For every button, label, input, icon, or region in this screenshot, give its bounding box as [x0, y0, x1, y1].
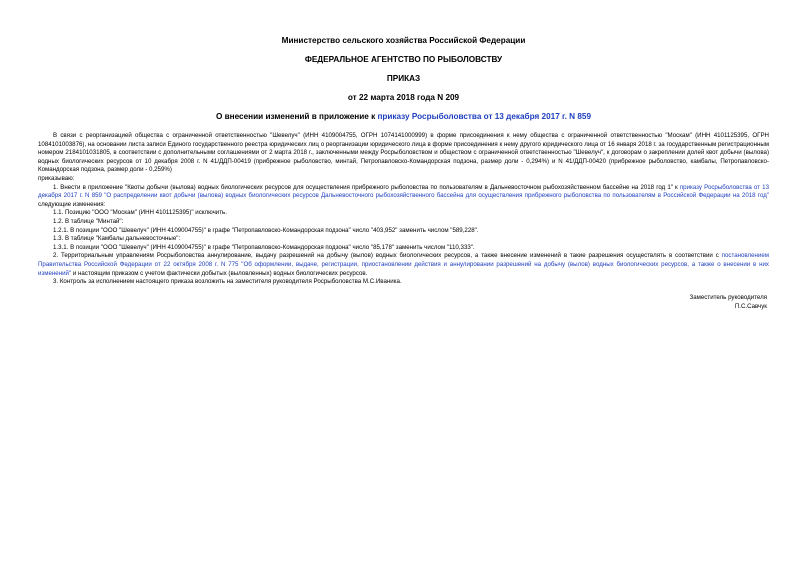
- item-1-3-1: 1.3.1. В позиции "ООО "Шевелуч" (ИНН 4109004755)" в графе "Петропавловско-Командорская подзона" число "85,178" заменить числом "110,333".: [53, 243, 475, 251]
- item-2-end: и настоящим приказом с учетом фактически добытых (выловленных) водных биологических ресурсов.: [71, 269, 368, 277]
- item-1-end: следующие изменения:: [38, 200, 106, 208]
- signature-name: П.С.Савчук: [734, 302, 767, 310]
- item-1-1: 1.1. Позицию "ООО "Москам" (ИНН 4101125395)" исключить.: [53, 209, 227, 217]
- order-word: приказываю:: [38, 174, 75, 182]
- agency-name: ФЕДЕРАЛЬНОЕ АГЕНТСТВО ПО РЫБОЛОВСТВУ: [304, 55, 503, 64]
- preamble-paragraph: В связи с реорганизацией общества с ограниченной ответственностью "Шевелуч" (ИНН 4109004755, ОГРН 1074141000999) в форме присоединения к нему общества с ограниченной ответственностью "Москам" (ИНН 4101125395, ОГРН 1084101003876), на основании листа записи Единого государственного реестра юридических лиц о реорганизации юридического лица в форме присоединения к нему другого юридического лица от 16 января 2018 г. за государственным регистрационным номером 2184101031805, в соответствии с дополнительными соглашениями от 2 марта 2018 г., заключенными между Росрыболовством и обществом с ограниченной ответственностью "Шевелуч", к договорам о закреплении долей квот добычи (вылова) водных биологических ресурсов от 10 декабря 2008 г. N 41/ДДП-00419 (прибрежное рыболовство, минтай, Петропавловско-Командорская подзона, размер доли - 0,294%) и N 41/ДДП-00420 (прибрежное рыболовство, камбалы, Петропавловско-Командорская подзона, размер доли - 0,259%): [38, 132, 769, 174]
- document-title: [38, 112, 769, 122]
- item-1-2: 1.2. В таблице "Минтай":: [53, 217, 124, 225]
- item-1-paragraph: [38, 184, 769, 210]
- title-link[interactable]: приказу Росрыболовства от 13 декабря 2017 г. N 859: [377, 112, 592, 121]
- document-date-number: от 22 марта 2018 года N 209: [347, 93, 460, 102]
- item-1-3: 1.3. В таблице "Камбалы дальневосточные":: [53, 235, 181, 243]
- document-type: ПРИКАЗ: [386, 74, 421, 83]
- signature-position: Заместитель руководителя: [689, 293, 767, 301]
- item-1-link-order[interactable]: приказу Росрыболовства от 13 декабря 2017 г. N 859: [38, 183, 769, 200]
- document-body: [38, 132, 769, 287]
- item-1-start: 1. Внести в приложение "Квоты добычи (вылова) водных биологических ресурсов для осуществления прибрежного рыболовства по пользователям в Дальневосточном рыбохозяйственном бассейне на 2018 год 1" к: [53, 183, 680, 191]
- item-2-start: 2. Территориальным управлениям Росрыболовства аннулирование, выдачу разрешений на добычу (вылов) водных биологических ресурсов, а также внесение изменений в такие разрешения осуществлять в соответствии с: [53, 252, 722, 260]
- signature-block: [38, 293, 769, 311]
- item-1-link-title[interactable]: "О распределении квот добычи (вылова) водных биологических ресурсов Дальневосточного рыбохозяйственного бассейна для осуществления прибрежного рыболовства по пользователям в Российской Федерации на 2018 год": [101, 192, 769, 200]
- item-3-paragraph: 3. Контроль за исполнением настоящего приказа возложить на заместителя руководителя Росрыболовства М.С.Иваника.: [53, 278, 402, 286]
- item-2-link[interactable]: постановлением Правительства Российской Федерации от 22 октября 2008 г. N 775 "Об оформлении, выдаче, регистрации, приостановлении действия и аннулировании разрешений на добычу (вылов) водных биологических ресурсов, а также о внесении в них изменений": [38, 252, 769, 277]
- ministry-name: Министерство сельского хозяйства Российской Федерации: [281, 36, 526, 45]
- item-2-paragraph: [38, 252, 769, 278]
- title-prefix: О внесении изменений в приложение к: [215, 112, 378, 121]
- item-1-2-1: 1.2.1. В позиции "ООО "Шевелуч" (ИНН 4109004755)" в графе "Петропавловско-Командорская подзона" число "403,952" заменить числом "589,228".: [53, 226, 479, 234]
